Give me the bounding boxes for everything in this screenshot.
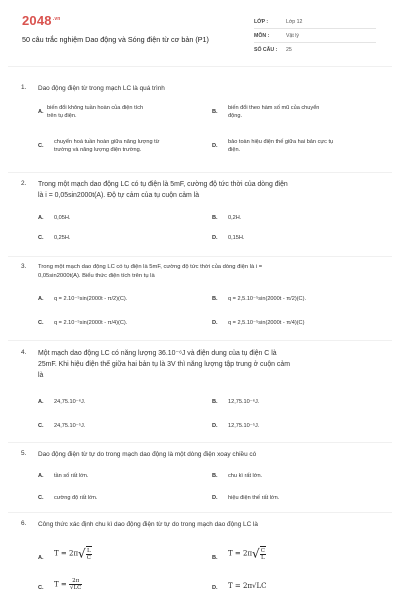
option-letter: A. — [38, 109, 44, 115]
meta-subject-label: MÔN : — [254, 33, 270, 39]
option-a[interactable] — [38, 546, 198, 572]
option-text: bảo toàn hiệu điện thế giữa hai bản cực tụ điện. — [228, 139, 334, 153]
option-letter: D. — [212, 495, 218, 501]
option-letter: C. — [38, 320, 44, 326]
question-stem: Trong một mạch dao động LC có tụ điện là 5mF, cường độ tức thời của dòng điện là i = 0,05sin2000t(A). Biểu thức điện tích trên tụ là — [38, 264, 263, 279]
question-number: 5. — [21, 450, 27, 457]
option-c[interactable] — [38, 578, 198, 600]
logo-suffix: .vn — [52, 15, 61, 22]
option-letter: A. — [38, 296, 44, 302]
question-stem: Dao động điện từ tự do trong mạch dao động là một dòng điện xoay chiều có — [38, 451, 257, 458]
option-letter: D. — [212, 423, 218, 429]
option-text: q = 2.10⁻⁵sin(2000t - π/2)(C). — [54, 296, 128, 302]
option-letter: D. — [212, 320, 218, 326]
option-letter: D. — [212, 585, 218, 591]
formula-period-b: T = 2π√ $\frac{C}{L}$ — [228, 546, 265, 561]
option-text: chu kì rất lớn. — [228, 473, 263, 479]
meta-subject-value: Vật lý — [286, 33, 299, 39]
option-letter: A. — [38, 215, 44, 221]
option-d[interactable] — [212, 580, 372, 598]
question-number: 2. — [21, 180, 27, 187]
meta-divider — [254, 42, 376, 43]
option-text: biến đổi không tuần hoàn của điện tích trên tụ điện. — [47, 105, 144, 119]
question-number: 3. — [21, 263, 27, 270]
option-text: 24,75.10⁻⁵J. — [54, 423, 86, 429]
formula-period-c: T = $\frac{2\pi}{√LC}$ — [54, 578, 82, 591]
site-logo[interactable] — [22, 13, 61, 28]
meta-count-label: SỐ CÂU : — [254, 47, 278, 53]
header — [0, 0, 400, 84]
meta-class-value: Lớp 12 — [286, 19, 303, 25]
page-title: 50 câu trắc nghiệm Dao động và Sóng điện từ cơ bản (P1) — [22, 35, 209, 44]
option-text: q = 2,5.10⁻⁵sin(2000t - π/4)(C) — [228, 320, 305, 326]
option-letter: B. — [212, 215, 218, 221]
option-text: tần số rất lớn. — [54, 473, 89, 479]
option-letter: D. — [212, 235, 218, 241]
question-number: 1. — [21, 84, 27, 91]
option-letter: C. — [38, 495, 44, 501]
option-letter: B. — [212, 399, 218, 405]
option-text: q = 2.10⁻⁵sin(2000t - π/4)(C). — [54, 320, 128, 326]
question-stem: Trong một mạch dao động LC có tụ điện là 5mF, cường độ tức thời của dòng điện là i = 0,05sin2000t(A). Độ tự cảm của tụ cuộn cảm là — [38, 181, 288, 199]
option-letter: A. — [38, 399, 44, 405]
option-letter: B. — [212, 109, 218, 115]
question-stem: Một mạch dao động LC có năng lượng 36.10⁻⁶J và điện dung của tụ điện C là 25mF. Khi hiệu điện thế giữa hai bản tụ là 3V thì năng lượng tập trung ở cuộn cảm là — [38, 350, 290, 379]
question-divider — [8, 340, 392, 341]
question-divider — [8, 172, 392, 173]
meta-class-label: LỚP : — [254, 19, 269, 25]
option-letter: C. — [38, 235, 44, 241]
option-text: 12,75.10⁻⁵J. — [228, 423, 260, 429]
option-text: cường độ rất lớn. — [54, 495, 98, 501]
option-text: chuyển hoá tuần hoàn giữa năng lượng từ trường và năng lượng điện trường. — [54, 139, 160, 153]
option-text: 0,15H. — [228, 235, 245, 241]
option-b[interactable] — [212, 546, 372, 572]
option-letter: A. — [38, 473, 44, 479]
option-text: 0,05H. — [54, 215, 71, 221]
meta-count-value: 25 — [286, 47, 292, 53]
question-number: 6. — [21, 520, 27, 527]
option-letter: B. — [212, 296, 218, 302]
option-text: 0,25H. — [54, 235, 71, 241]
question-divider — [8, 512, 392, 513]
question-divider — [8, 442, 392, 443]
option-letter: B. — [212, 473, 218, 479]
option-letter: C. — [38, 423, 44, 429]
option-text: 24,75.10⁻⁶J. — [54, 399, 86, 405]
question-stem: Công thức xác định chu kì dao động điện từ tự do trong mạch dao động LC là — [38, 521, 258, 528]
logo-text: 2048 — [22, 13, 52, 28]
option-text: 0,2H. — [228, 215, 242, 221]
option-text: 12,75.10⁻⁶J. — [228, 399, 260, 405]
formula-period-d: T = 2π√LC — [228, 582, 267, 590]
question-stem: Dao động điện từ trong mạch LC là quá trình — [38, 85, 165, 92]
option-text: hiệu điện thế rất lớn. — [228, 495, 280, 501]
option-letter: A. — [38, 555, 44, 561]
header-divider — [8, 66, 392, 67]
question-number: 4. — [21, 349, 27, 356]
formula-period-a: T = 2π√ $\frac{L}{C}$ — [54, 546, 91, 561]
option-letter: D. — [212, 143, 218, 149]
option-letter: C. — [38, 143, 44, 149]
option-letter: C. — [38, 585, 44, 591]
option-text: biến đổi theo hàm số mũ của chuyển động. — [228, 105, 320, 119]
option-text: q = 2,5.10⁻⁵sin(2000t - π/2)(C). — [228, 296, 306, 302]
meta-divider — [254, 28, 376, 29]
option-letter: B. — [212, 555, 218, 561]
question-divider — [8, 256, 392, 257]
